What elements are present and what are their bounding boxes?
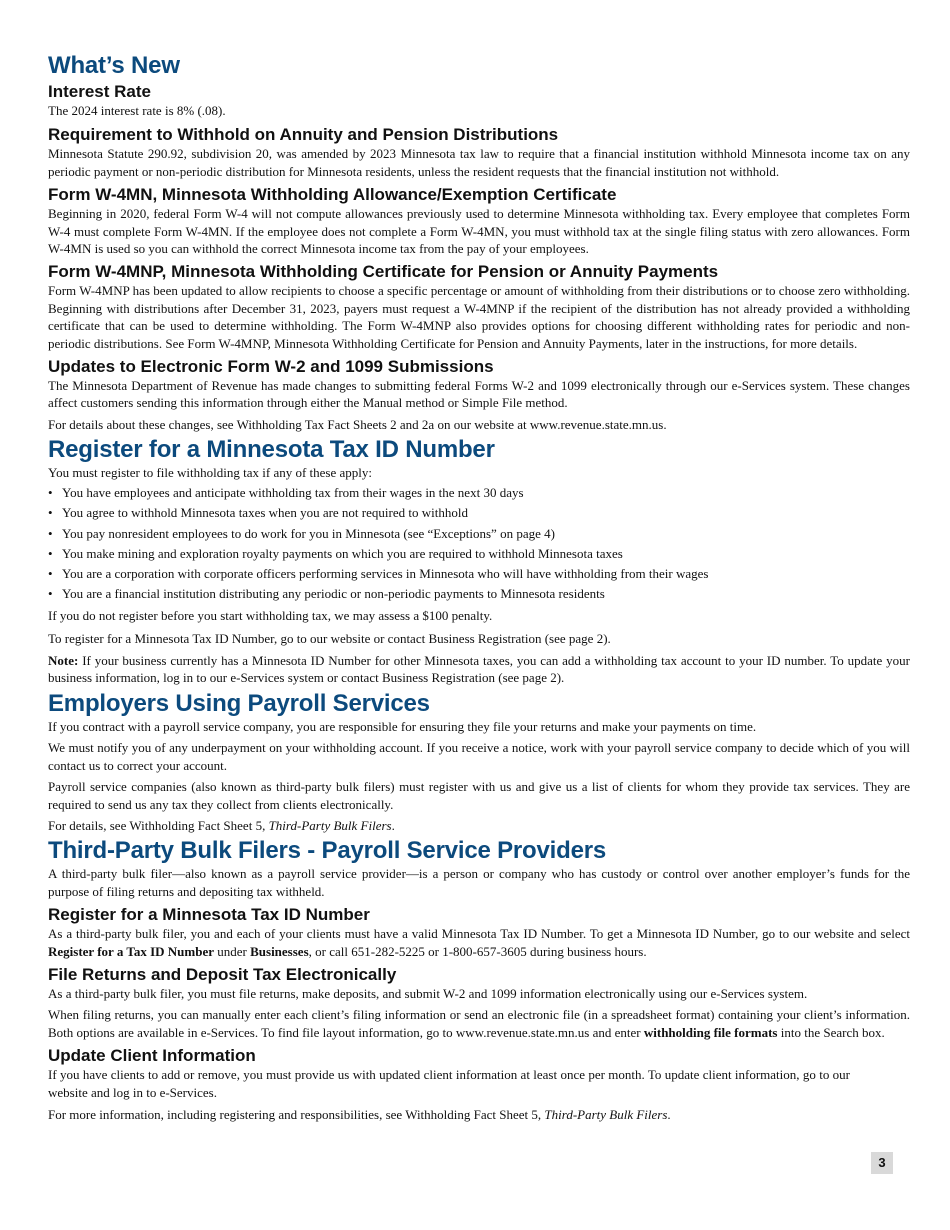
page-number: 3 (871, 1152, 893, 1174)
note-text: If your business currently has a Minnesota ID Number for other Minnesota taxes, you can add a withholding tax account to your ID number. To update your business information, log in to our e-Services system or contact Business Registration (see page 2). (48, 653, 910, 686)
register-intro: You must register to file withholding tax if any of these apply: (48, 465, 372, 481)
tp-file-p1: As a third-party bulk filer, you must file returns, make deposits, and submit W-2 and 1099 information electronically using our e-Services system. (48, 985, 808, 1001)
register-penalty: If you do not register before you start withholding tax, we may assess a $100 penalty. (48, 608, 493, 624)
tp-file-p2-text: When filing returns, you can manually enter each client’s filing information or send an electronic file (in a spreadsheet format) containing your client’s information. Both options are available in e-Services. To find file layout information, go to www.revenue.state.mn.us and enter (48, 1007, 910, 1040)
interest-rate-heading: Interest Rate (48, 82, 151, 101)
document-page (48, 52, 910, 1123)
w4mn-body: Beginning in 2020, federal Form W-4 will not compute allowances previously used to determine Minnesota withholding tax. Every employee that completes Form W-4 must complete Form W-4MN. If the employee does not complete a Form W-4MN, you must withhold tax at the single filing status with zero allowances. Form W-4MN is used so you can withhold the correct Minnesota income tax from the pay of your employees. (48, 206, 910, 257)
third-party-heading: Third-Party Bulk Filers - Payroll Service Providers (48, 837, 607, 865)
register-note (48, 652, 910, 687)
tp-register-body (48, 925, 910, 960)
register-how: To register for a Minnesota Tax ID Number, go to our website or contact Business Registration (see page 2). (48, 630, 611, 646)
updates-heading: Updates to Electronic Form W-2 and 1099 Submissions (48, 357, 494, 377)
tp-register-bold-2: Businesses (250, 943, 309, 959)
tp-update-p2 (48, 1106, 910, 1123)
list-item: • You agree to withhold Minnesota taxes when you are not required to withhold (48, 504, 910, 521)
tp-file-p2-bold: withholding file formats (643, 1024, 778, 1040)
updates-body-1: The Minnesota Department of Revenue has made changes to submitting federal Forms W-2 and 1099 electronically through our e-Services system. These changes affect customers sending this information through either the Manual method or Simple File method. (48, 378, 910, 411)
annuity-body: Minnesota Statute 290.92, subdivision 20, was amended by 2023 Minnesota tax law to require that a financial institution withhold Minnesota income tax on any periodic payment or non-periodic distribution for Minnesota residents, unless the resident requests that the financial institution not withhold. (48, 146, 910, 179)
payroll-p4-text: For details, see Withholding Fact Sheet 5, (48, 817, 269, 833)
list-item: • You pay nonresident employees to do work for you in Minnesota (see “Exceptions” on page 4) (48, 525, 910, 542)
tp-update-p2-title: Third-Party Bulk Filers (544, 1106, 668, 1122)
tp-file-heading: File Returns and Deposit Tax Electronically (48, 964, 397, 984)
list-item: • You are a financial institution distributing any periodic or non-periodic payments to Minnesota residents (48, 585, 910, 602)
payroll-p2: We must notify you of any underpayment on your withholding account. If you receive a notice, work with your payroll service company to decide which of you will contact us to correct your account. (48, 740, 910, 773)
tp-file-p2 (48, 1006, 910, 1041)
tp-update-p1: If you have clients to add or remove, you must provide us with updated client information at least once per month. To update client information, go to our website and log in to e-Services. (48, 1067, 850, 1100)
payroll-p4 (48, 817, 910, 834)
note-label: Note: (48, 653, 79, 669)
whats-new-heading: What’s New (48, 52, 180, 79)
payroll-heading: Employers Using Payroll Services (48, 689, 430, 717)
list-item: • You make mining and exploration royalty payments on which you are required to withhold Minnesota taxes (48, 545, 910, 562)
w4mnp-body: Form W-4MNP has been updated to allow recipients to choose a specific percentage or amount of withholding from their distributions or to choose zero withholding. Beginning with distributions after December 31, 2023, payers must request a W-4MNP if the recipient of the distribution has not already provided a withholding certificate that can be used to determine withholding. The Form W-4MNP also provides options for choosing different withholding rates for periodic and non-periodic distributions. See Form W-4MNP, Minnesota Withholding Certificate for Pension and Annuity Payments, later in the instructions, for more details. (48, 283, 910, 351)
tp-update-p2-text: For more information, including registering and responsibilities, see Withholding Fact Sheet 5, (48, 1106, 545, 1122)
tp-register-bold-1: Register for a Tax ID Number (48, 943, 214, 959)
register-heading: Register for a Minnesota Tax ID Number (48, 436, 495, 464)
tp-register-end: , or call 651-282-5225 or 1-800-657-3605 during business hours. (308, 943, 647, 959)
tp-update-p2-end: . (667, 1106, 671, 1122)
payroll-p3: Payroll service companies (also known as third-party bulk filers) must register with us and give us a list of clients for whom they provide tax services. They are required to send us any tax they collect from clients electronically. (48, 779, 910, 812)
list-item: • You are a corporation with corporate officers performing services in Minnesota who will have withholding from their wages (48, 565, 910, 582)
annuity-heading: Requirement to Withhold on Annuity and Pension Distributions (48, 125, 559, 145)
payroll-p1: If you contract with a payroll service company, you are responsible for ensuring they file your returns and make your payments on time. (48, 718, 757, 734)
register-requirements-list (48, 484, 910, 602)
tp-register-mid: under (214, 943, 251, 959)
tp-file-p2-end: into the Search box. (777, 1024, 885, 1040)
tp-register-text: As a third-party bulk filer, you and each of your clients must have a valid Minnesota Tax ID Number. To get a Minnesota ID Number, go to our website and select (48, 926, 910, 942)
updates-body-2: For details about these changes, see Withholding Tax Fact Sheets 2 and 2a on our website at www.revenue.state.mn.us. (48, 416, 667, 432)
w4mn-heading: Form W-4MN, Minnesota Withholding Allowance/Exemption Certificate (48, 185, 617, 205)
list-item: • You have employees and anticipate withholding tax from their wages in the next 30 days (48, 484, 910, 501)
payroll-p4-title: Third-Party Bulk Filers (268, 817, 392, 833)
payroll-p4-end: . (391, 817, 395, 833)
third-party-intro: A third-party bulk filer—also known as a payroll service provider—is a person or company who has custody or control over another employer’s funds for the purpose of filing returns and depositing tax withheld. (48, 866, 910, 899)
w4mnp-heading: Form W-4MNP, Minnesota Withholding Certificate for Pension or Annuity Payments (48, 262, 719, 282)
tp-register-heading: Register for a Minnesota Tax ID Number (48, 905, 370, 925)
interest-rate-body: The 2024 interest rate is 8% (.08). (48, 103, 226, 118)
tp-update-heading: Update Client Information (48, 1046, 256, 1066)
